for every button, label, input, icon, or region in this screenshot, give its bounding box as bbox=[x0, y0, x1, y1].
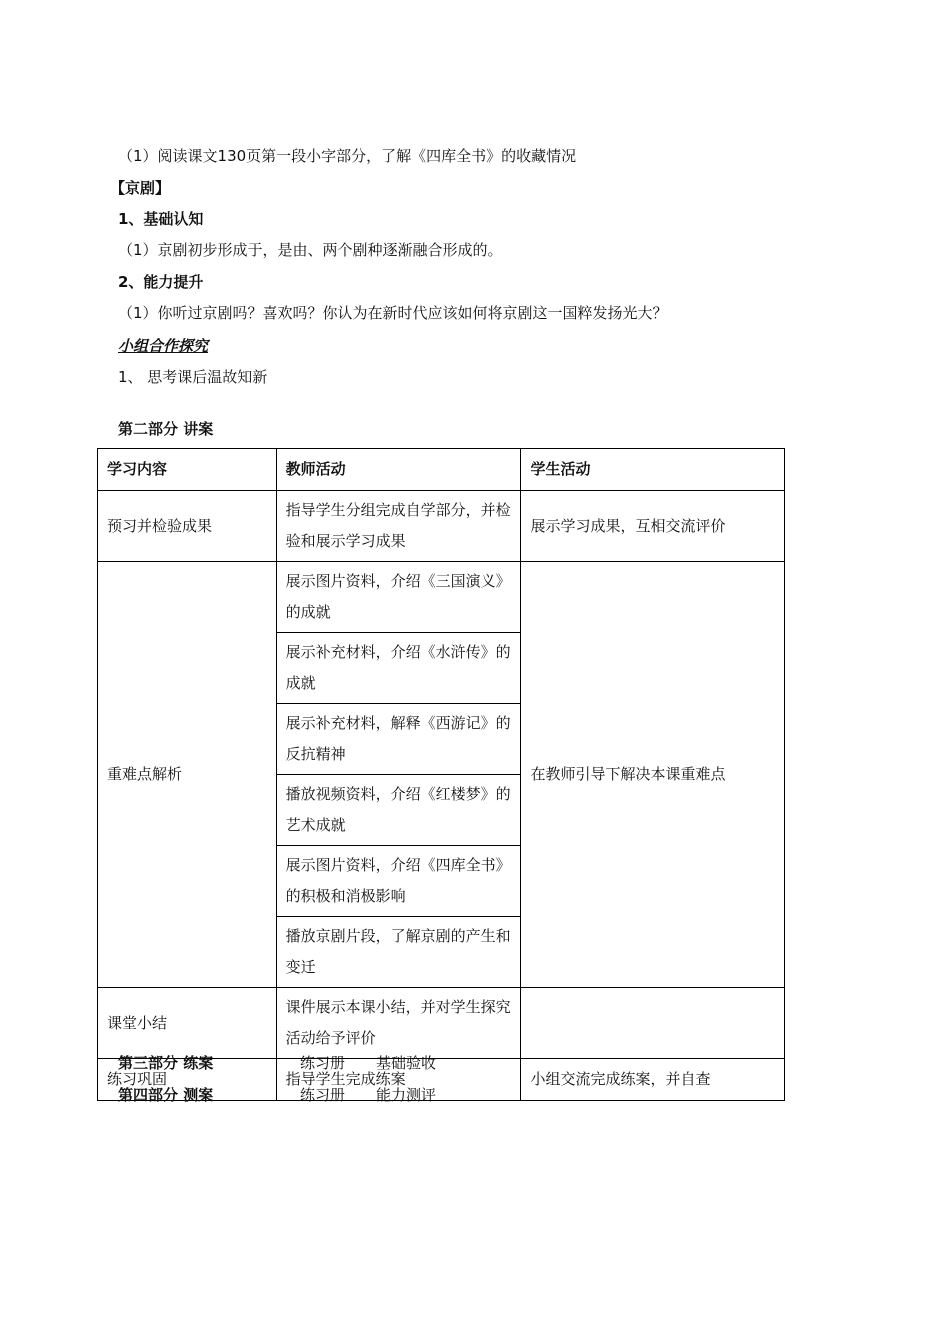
basic-item: （1）京剧初步形成于，是由、两个剧种逐渐融合形成的。 bbox=[118, 241, 503, 259]
header-content: 学习内容 bbox=[98, 449, 277, 491]
teacher-cell: 展示补充材料，介绍《水浒传》的成就 bbox=[276, 633, 521, 704]
student-cell: 在教师引导下解决本课重难点 bbox=[521, 562, 785, 988]
group-item: 1、 思考课后温故知新 bbox=[118, 368, 268, 386]
header-teacher: 教师活动 bbox=[276, 449, 521, 491]
part3-label: 第三部分 练案 bbox=[118, 1054, 214, 1072]
section-peking-opera: 【京剧】 bbox=[110, 179, 171, 197]
student-cell: 小组交流完成练案，并自查 bbox=[521, 1059, 785, 1101]
student-cell bbox=[521, 988, 785, 1059]
group-title: 小组合作探究 bbox=[118, 337, 209, 355]
content-cell: 课堂小结 bbox=[98, 988, 277, 1059]
ability-title: 2、能力提升 bbox=[118, 273, 204, 291]
part2-title: 第二部分 讲案 bbox=[118, 420, 214, 438]
reading-task: （1）阅读课文130页第一段小字部分，了解《四库全书》的收藏情况 bbox=[118, 147, 577, 165]
teacher-cell: 展示补充材料，解释《西游记》的反抗精神 bbox=[276, 704, 521, 775]
teacher-cell: 播放京剧片段，了解京剧的产生和变迁 bbox=[276, 917, 521, 988]
teacher-cell: 课件展示本课小结，并对学生探究活动给予评价 bbox=[276, 988, 521, 1059]
part3-book: 练习册 bbox=[300, 1054, 346, 1072]
part4-item: 能力测评 bbox=[376, 1086, 437, 1104]
table-header-row bbox=[98, 449, 785, 491]
part3-item: 基础验收 bbox=[376, 1054, 437, 1072]
part4-book: 练习册 bbox=[300, 1086, 346, 1104]
teacher-cell: 指导学生完成练案 bbox=[276, 1059, 521, 1101]
teacher-cell: 展示图片资料，介绍《三国演义》的成就 bbox=[276, 562, 521, 633]
lesson-plan-table bbox=[97, 448, 785, 1101]
content-cell: 练习巩固 bbox=[98, 1059, 277, 1101]
content-cell: 预习并检验成果 bbox=[98, 491, 277, 562]
teacher-cell: 指导学生分组完成自学部分，并检验和展示学习成果 bbox=[276, 491, 521, 562]
content-cell: 重难点解析 bbox=[98, 562, 277, 988]
table-row bbox=[98, 562, 785, 633]
table-row bbox=[98, 988, 785, 1059]
part4-label: 第四部分 测案 bbox=[118, 1086, 214, 1104]
ability-item: （1）你听过京剧吗？喜欢吗？你认为在新时代应该如何将京剧这一国粹发扬光大？ bbox=[118, 304, 668, 322]
student-cell: 展示学习成果，互相交流评价 bbox=[521, 491, 785, 562]
table-row bbox=[98, 491, 785, 562]
basic-title: 1、基础认知 bbox=[118, 210, 204, 228]
header-student: 学生活动 bbox=[521, 449, 785, 491]
teacher-cell: 展示图片资料，介绍《四库全书》的积极和消极影响 bbox=[276, 846, 521, 917]
teacher-cell: 播放视频资料，介绍《红楼梦》的艺术成就 bbox=[276, 775, 521, 846]
